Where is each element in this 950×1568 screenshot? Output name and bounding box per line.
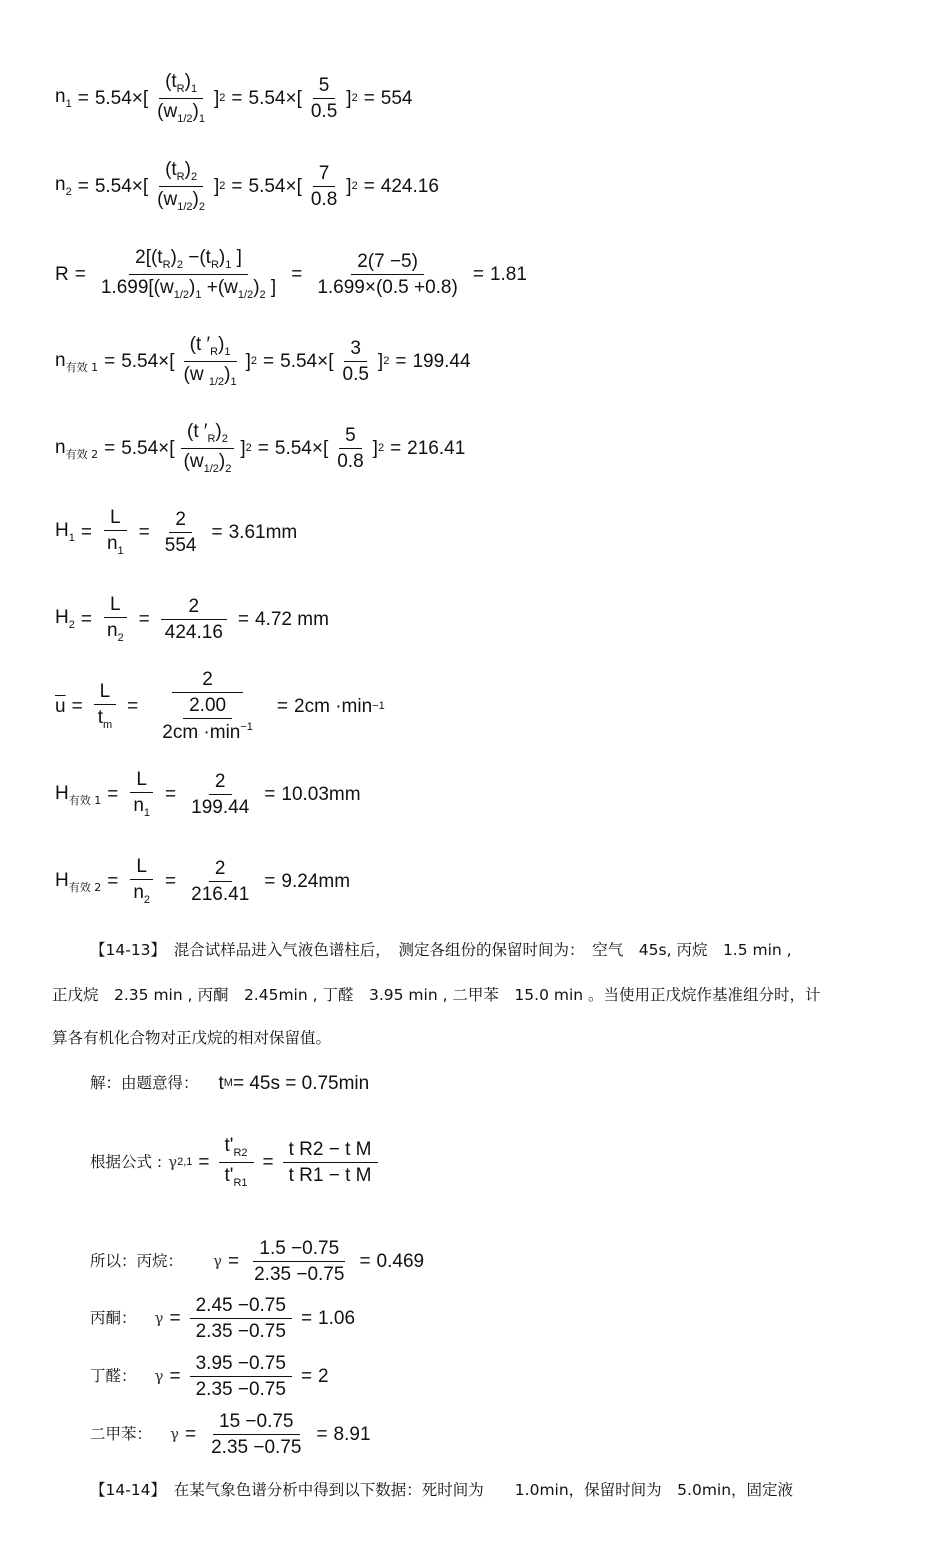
- problem-14-13-line-3: 算各有机化合物对正戊烷的相对保留值。: [52, 1029, 332, 1047]
- result: 424.16: [380, 176, 439, 197]
- result-acetone: 丙酮： γ = $\frac{2.45 -0.75}{2.35 -0.75}$ = 1.06: [90, 1295, 356, 1342]
- result: 10.03mm: [281, 784, 361, 805]
- equation-n2: $n_2$ = 5.54 ×[ $\frac{(t_R)_2}{(w_{1/2})_2}$ ] 2 = 5.54 ×[ $\frac{7}{0.8}$ ] 2 = 424.16: [55, 159, 439, 213]
- equation-heff1: $H_{有效 1}$ = $\frac{L}{n_1}$ = $\frac{2}{199.44}$ = 10.03mm: [55, 769, 361, 819]
- result: 3.61mm: [228, 522, 298, 543]
- problem-14-13-line-1: 【14-13】 混合试样品进入气液色谱柱后， 测定各组份的保留时间为： 空气 45s, 丙烷 1.5 min ,: [90, 941, 792, 959]
- equation-resolution: R = $\frac{2[(t_R)_2 -(t_R)_1 ]}{1.699[(w_{1/2})_1 +(w_{1/2})_2 ]}$ = $\frac{2(7 -5)}{1.699\times(0.5 +0.8)}$ = 1.81: [55, 247, 527, 301]
- equation-n1: $n_1$ = 5.54 ×[ $\frac{(t_R)_1}{(w_{1/2})_1}$ ] 2 = 5.54 ×[ $\frac{5}{0.5}$ ] 2 = 554: [55, 71, 413, 125]
- fraction: $\frac{2.45 -0.75}{2.35 -0.75}$: [190, 1296, 292, 1341]
- fraction: $\frac{(t_R)_2}{(w_{1/2})_2}$: [157, 159, 205, 213]
- fraction: $\frac{3.95 -0.75}{2.35 -0.75}$: [190, 1354, 292, 1399]
- equation-velocity: $\overline{u}$ = $\frac{L}{t_m}$ = $\frac{2}{\frac{2.00}{2cm \cdot\min^{-1}}}$ = 2cm ·min −1: [55, 669, 385, 743]
- fraction: $\frac{L}{n_2}$: [127, 857, 156, 906]
- fraction: $\frac{(t_R)_1}{(w_{1/2})_1}$: [157, 71, 205, 125]
- result-propane: 所以：丙烷： γ = $\frac{1.5 -0.75}{2.35 -0.75}$ = 0.469: [90, 1238, 425, 1285]
- result: 2cm ·min: [294, 695, 373, 717]
- result-butanal: 丁醛： γ = $\frac{3.95 -0.75}{2.35 -0.75}$ = 2: [90, 1353, 329, 1400]
- fraction: $\frac{L}{n_1}$: [127, 770, 156, 819]
- solution-tm: 解：由题意得： t M = 45s = 0.75min: [90, 1073, 370, 1094]
- equation-neff2: $n_{有效 2}$ = 5.54 ×[ $\frac{(t '_R)_2}{(w_{1/2})_2}$ ] 2 = 5.54 ×[ $\frac{5}{0.8}$ ] 2 = 216.41: [55, 421, 466, 475]
- result: 4.72 mm: [255, 609, 329, 630]
- fraction: $\frac{\text{t R2 − t M}}{\text{t R1 − t M}}$: [283, 1140, 378, 1185]
- equation-h2: $H_2$ = $\frac{L}{n_2}$ = $\frac{2}{424.16}$ = 4.72 mm: [55, 594, 329, 644]
- result: 1.81: [489, 264, 527, 285]
- fraction: $\frac{1.5 -0.75}{2.35 -0.75}$: [254, 1238, 345, 1285]
- fraction: $\frac{L}{t_m}$: [92, 682, 118, 731]
- problem-14-14-line-1: 【14-14】 在某气象色谱分析中得到以下数据：死时间为 1.0min，保留时间为 5.0min，固定液: [90, 1481, 794, 1499]
- equation-neff1: $n_{有效 1}$ = 5.54 ×[ $\frac{(t '_R)_1}{(w _{1/2})_1}$ ] 2 = 5.54 ×[ $\frac{3}{0.5}$ ] 2 = 199.44: [55, 334, 471, 388]
- result: 9.24mm: [281, 871, 351, 892]
- fraction: $\frac{2}{554}$: [164, 509, 197, 556]
- fraction: $\frac{3}{0.5}$: [342, 338, 369, 385]
- fraction: $\frac{2[(t_R)_2 -(t_R)_1 ]}{1.699[(w_{1/2})_1 +(w_{1/2})_2 ]}$: [100, 247, 277, 301]
- result: 216.41: [407, 438, 466, 459]
- fraction: $\frac{(t '_R)_2}{(w_{1/2})_2}$: [178, 422, 238, 475]
- fraction: $\frac{L}{n_2}$: [101, 595, 130, 644]
- relative-retention-formula: 根据公式 : γ 2,1 = $\frac{t'_{R2}}{t'_{R1}}$ = $\frac{\text{t R2 − t M}}{\text{t R1 − t M}}$: [90, 1136, 381, 1189]
- fraction: $\frac{2}{\frac{2.00}{2cm \cdot\min^{-1}}}$: [162, 669, 253, 743]
- fraction: $\frac{2(7 -5)}{1.699\times(0.5 +0.8)}$: [317, 251, 458, 298]
- fraction: $\frac{7}{0.8}$: [310, 163, 338, 210]
- fraction: $\frac{L}{n_1}$: [101, 508, 130, 557]
- fraction: $\frac{2}{424.16}$: [159, 597, 229, 642]
- fraction: $\frac{5}{0.8}$: [337, 425, 364, 472]
- result: 199.44: [412, 351, 471, 372]
- result: 554: [380, 88, 413, 109]
- equation-h1: $H_1$ = $\frac{L}{n_1}$ = $\frac{2}{554}$ = 3.61mm: [55, 507, 298, 557]
- fraction: $\frac{2}{199.44}$: [191, 771, 250, 818]
- fraction: $\frac{2}{216.41}$: [191, 858, 250, 905]
- fraction: $\frac{15 -0.75}{2.35 -0.75}$: [211, 1411, 302, 1458]
- fraction: $\frac{5}{0.5}$: [310, 75, 338, 122]
- result-xylene: 二甲苯： γ = $\frac{15 -0.75}{2.35 -0.75}$ = 8.91: [90, 1411, 371, 1458]
- equation-heff2: $H_{有效 2}$ = $\frac{L}{n_2}$ = $\frac{2}{216.41}$ = 9.24mm: [55, 856, 351, 906]
- problem-14-13-line-2: 正戊烷 2.35 min , 丙酮 2.45min , 丁醛 3.95 min , 二甲苯 15.0 min 。当使用正戊烷作基准组分时，计: [52, 986, 821, 1004]
- fraction: $\frac{(t '_R)_1}{(w _{1/2})_1}$: [183, 334, 237, 388]
- lhs: $n_1$: [55, 86, 72, 110]
- fraction: $\frac{t'_{R2}}{t'_{R1}}$: [219, 1136, 254, 1189]
